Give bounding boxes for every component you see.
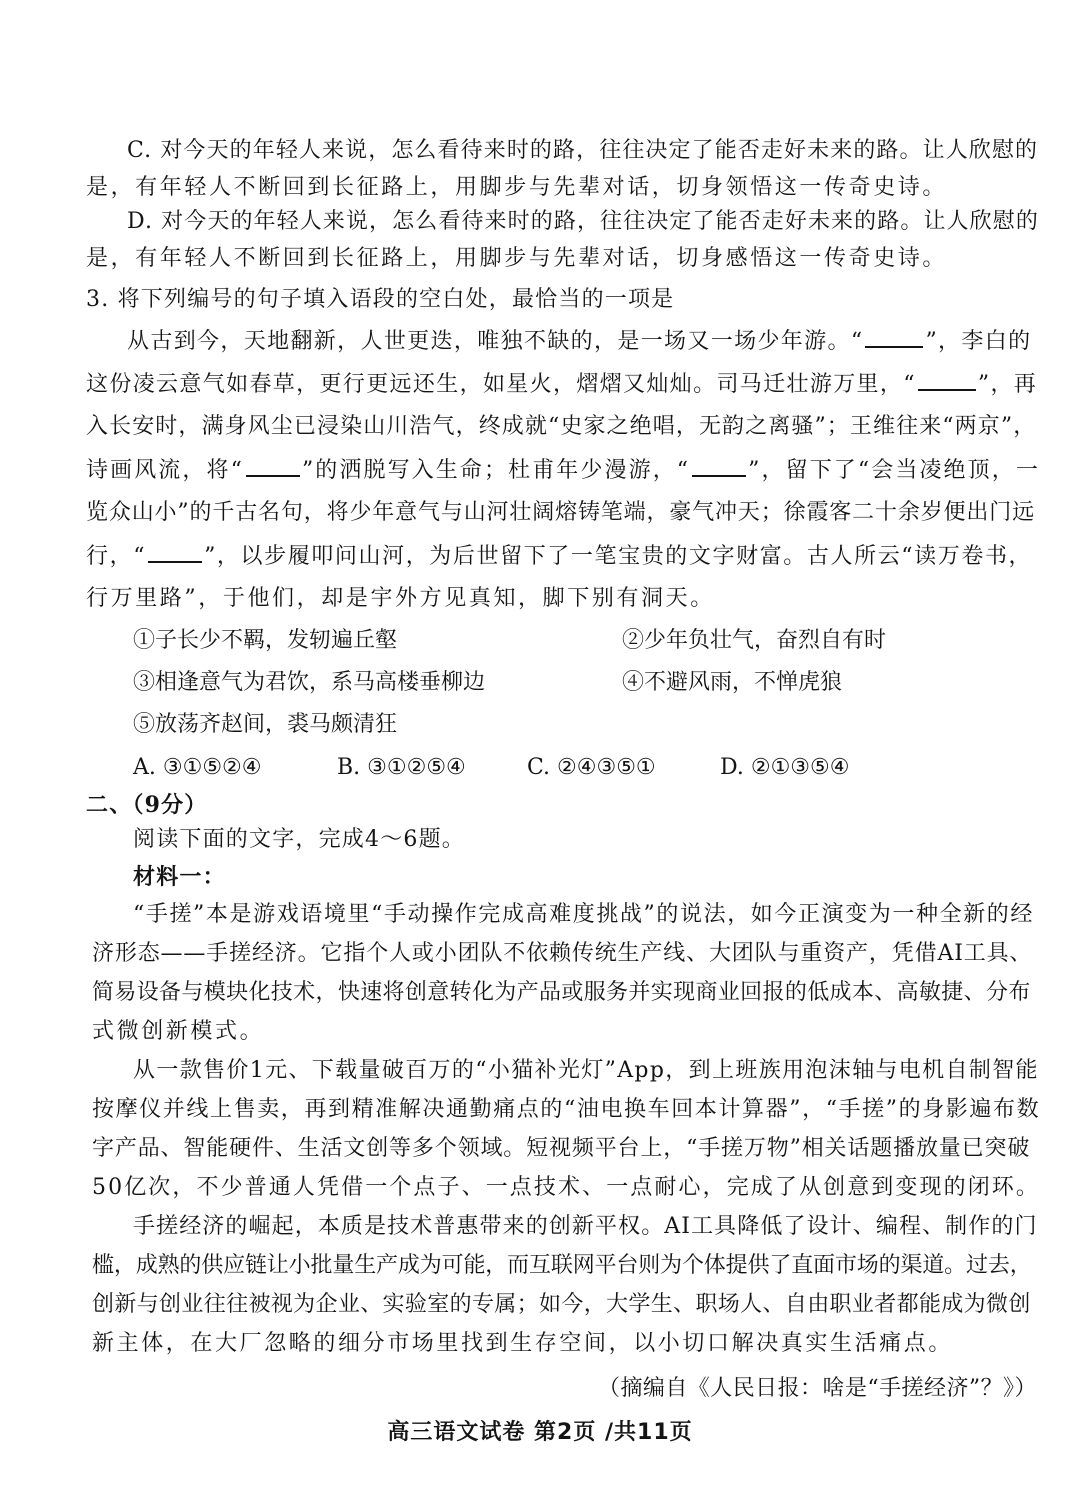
sentence-2: ②少年负壮气，奋烈自有时 [622, 628, 887, 653]
q3-passage-line4-b: ”的洒脱写入生命；杜甫年少漫游，“ [301, 458, 691, 483]
q3-passage-line1-a: 从古到今，天地翻新，人世更迭，唯独不缺的，是一场又一场少年游。“ [127, 329, 864, 354]
blank-4 [692, 455, 746, 477]
sentence-5: ⑤放荡齐赵间，裘马颇清狂 [133, 712, 398, 737]
material-line-3: 简易设备与模块化技术，快速将创意转化为产品或服务并实现商业回报的低成本、高敏捷、分布 [92, 980, 1031, 1005]
q3-passage-line2-b: ”，再 [977, 372, 1038, 397]
material-line-11: 创新与创业往往被视为企业、实验室的专属；如今，大学生、职场人、自由职业者都能成为微创 [92, 1292, 1031, 1317]
q3-passage-line4 [86, 455, 1040, 486]
material-line-1: “手搓”本是游戏语境里“手动操作完成高难度挑战”的说法，如今正演变为一种全新的经 [133, 902, 1034, 927]
section-instruction: 阅读下面的文字，完成4～6题。 [133, 827, 465, 852]
blank-5 [148, 541, 202, 563]
material-line-10: 槛，成熟的供应链让小批量生产成为可能，而互联网平台则为个体提供了直面市场的渠道。过去， [92, 1253, 1032, 1278]
q2-option-c-line2: 是，有年轻人不断回到长征路上，用脚步与先辈对话，切身领悟这一传奇史诗。 [86, 175, 948, 200]
answer-option-c: C. ②④③⑤① [527, 755, 656, 780]
material-line-7: 字产品、智能硬件、生活文创等多个领域。短视频平台上，“手搓万物”相关话题播放量已突破 [92, 1136, 1031, 1161]
answer-option-b: B. ③①②⑤④ [337, 755, 466, 780]
q3-passage-line2-a: 这份凌云意气如春草，更行更远还生，如星火，熠熠又灿灿。司马迁壮游万里，“ [86, 372, 916, 397]
q3-passage-line3: 入长安时，满身风尘已浸染山川浩气，终成就“史家之绝唱，无韵之离骚”；王维往来“两京”， [86, 414, 1037, 439]
q3-passage-line6 [86, 541, 1032, 572]
sentence-4: ④不避风雨，不惮虎狼 [622, 670, 843, 695]
q2-option-d-line1: D. 对今天的年轻人来说，怎么看待来时的路，往往决定了能否走好未来的路。让人欣慰的 [127, 209, 1039, 234]
blank-3 [246, 455, 300, 477]
q3-passage-line6-a: 行，“ [86, 544, 147, 569]
material-line-8: 50亿次，不少普通人凭借一个点子、一点技术、一点耐心，完成了从创意到变现的闭环。 [92, 1175, 1040, 1200]
sentence-1: ①子长少不羁，发轫遍丘壑 [133, 628, 398, 653]
material-line-5: 从一款售价1元、下载量破百万的“小猫补光灯”App，到上班族用泡沫轴与电机自制智能 [133, 1058, 1039, 1083]
q3-passage-line6-b: ”，以步履叩问山河，为后世留下了一笔宝贵的文字财富。古人所云“读万卷书， [204, 544, 1033, 569]
q2-option-c-line1: C. 对今天的年轻人来说，怎么看待来时的路，往往决定了能否走好未来的路。让人欣慰的 [127, 138, 1039, 163]
material-source: （摘编自《人民日报：啥是“手搓经济”？》） [598, 1376, 1037, 1401]
q3-stem: 3. 将下列编号的句子填入语段的空白处，最恰当的一项是 [86, 287, 675, 312]
material-line-2: 济形态——手搓经济。它指个人或小团队不依赖传统生产线、大团队与重资产，凭借AI工具、 [92, 941, 1033, 966]
material-line-12: 新主体，在大厂忽略的细分市场里找到生存空间，以小切口解决真实生活痛点。 [92, 1331, 954, 1356]
q3-passage-line1-b: ”，李白的 [925, 329, 1032, 354]
page-footer: 高三语文试卷 第2页 /共11页 [387, 1420, 693, 1445]
section-heading: 二、（9分） [86, 792, 208, 818]
q3-passage-line1 [127, 326, 1031, 357]
q3-passage-line2 [86, 369, 1037, 400]
sentence-3: ③相逢意气为君饮，系马高楼垂柳边 [133, 670, 486, 695]
q2-option-d-line2: 是，有年轻人不断回到长征路上，用脚步与先辈对话，切身感悟这一传奇史诗。 [86, 246, 948, 271]
blank-2 [918, 369, 976, 391]
q3-passage-line4-c: ”，留下了“会当凌绝顶，一 [748, 458, 1040, 483]
material-line-6: 按摩仪并线上售卖，再到精准解决通勤痛点的“油电换车回本计算器”，“手搓”的身影遍布数 [92, 1097, 1041, 1122]
q3-passage-line4-a: 诗画风流，将“ [86, 458, 244, 483]
blank-1 [865, 326, 923, 348]
q3-passage-line5: 览众山小”的千古名句，将少年意气与山河壮阔熔铸笔端，豪气冲天；徐霞客二十余岁便出门远 [86, 500, 1035, 525]
material-label: 材料一： [133, 864, 226, 890]
q3-passage-line7: 行万里路”，于他们，却是宇外方见真知，脚下别有洞天。 [86, 586, 715, 611]
material-line-4: 式微创新模式。 [92, 1019, 265, 1044]
material-line-9: 手搓经济的崛起，本质是技术普惠带来的创新平权。AI工具降低了设计、编程、制作的门 [133, 1214, 1038, 1239]
answer-option-a: A. ③①⑤②④ [133, 755, 262, 780]
answer-option-d: D. ②①③⑤④ [720, 755, 850, 780]
